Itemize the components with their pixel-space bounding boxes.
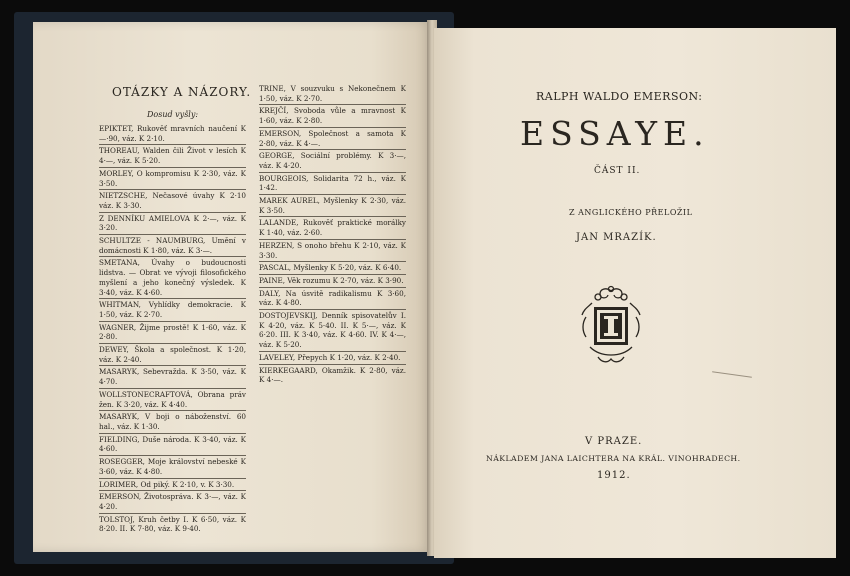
list-item: LAVELEY, Přepych K 1·20, váz. K 2·40. — [259, 353, 406, 365]
list-item: EPIKTET, Rukověť mravních naučení K —·90, váz. K 2·10. — [99, 124, 246, 145]
book-author: RALPH WALDO EMERSON: — [536, 90, 703, 103]
publication-city: V PRAZE. — [585, 436, 643, 447]
list-item: Z DENNÍKU AMIELOVA K 2·—, váz. K 3·20. — [99, 214, 246, 235]
list-item: GEORGE, Sociální problémy. K 3·—, váz. K 4·20. — [259, 151, 406, 172]
list-item: PAINE, Věk rozumu K 2·70, váz. K 3·90. — [259, 276, 406, 288]
translated-by-label: Z ANGLICKÉHO PŘELOŽIL — [569, 208, 693, 217]
list-item: TRINE, V souzvuku s Nekonečnem K 1·50, váz. K 2·70. — [259, 84, 406, 105]
list-item: DOSTOJEVSKIJ, Denník spisovatelův I. K 4·20, váz. K 5·40. II. K 5·—, váz. K 6·20. III. K 3·40, váz. K 4·60. IV. K 4·—, váz. K 5·20. — [259, 311, 406, 352]
list-item: SCHULTZE - NAUMBURG, Umění v domácnosti K 1·80, váz. K 3·—. — [99, 236, 246, 257]
list-item: FIELDING, Duše národa. K 3·40, váz. K 4·60. — [99, 435, 246, 456]
list-item: LORIMER, Od piký. K 2·10, v. K 3·30. — [99, 480, 246, 492]
list-item: WAGNER, Žijme prostě! K 1·60, váz. K 2·80. — [99, 323, 246, 344]
list-item: ROSEGGER, Moje království nebeské K 3·60, váz. K 4·80. — [99, 457, 246, 478]
list-item: EMERSON, Společnost a samota K 2·80, váz. K 4·—. — [259, 129, 406, 150]
list-item: DEWEY, Škola a společnost. K 1·20, váz. K 2·40. — [99, 345, 246, 366]
list-item: MASARYK, V boji o náboženství. 60 hal., váz. K 1·30. — [99, 412, 246, 433]
publisher-emblem-icon — [578, 285, 644, 367]
list-item: PASCAL, Myšlenky K 5·20, váz. K 6·40. — [259, 263, 406, 275]
translator-name: JAN MRAZÍK. — [576, 232, 657, 243]
list-item: THOREAU, Walden čili Život v lesích K 4·—, váz. K 5·20. — [99, 146, 246, 167]
list-item: MORLEY, O kompromisu K 2·30, váz. K 3·50. — [99, 169, 246, 190]
list-item: HERZEN, S onoho břehu K 2·10, váz. K 3·30. — [259, 241, 406, 262]
list-item: DALY, Na úsvitě radikalismu K 3·60, váz. K 4·80. — [259, 289, 406, 310]
publisher-line: NÁKLADEM JANA LAICHTERA NA KRÁL. VINOHRADECH. — [486, 454, 741, 463]
series-subtitle: Dosud vyšly: — [147, 110, 199, 119]
series-title: OTÁZKY A NÁZORY. — [112, 85, 252, 99]
publication-year: 1912. — [597, 470, 631, 481]
list-item: SMETANA, Úvahy o budoucnosti lidstva. — Obrat ve vývoji filosofického myšlení a jeho konečný výsledek. K 3·40, váz. K 4·60. — [99, 258, 246, 299]
list-item: BOURGEOIS, Solidarita 72 h., váz. K 1·42. — [259, 174, 406, 195]
book-title: ESSAYE. — [520, 114, 710, 153]
list-item: WHITMAN, Vyhlídky demokracie. K 1·50, váz. K 2·70. — [99, 300, 246, 321]
list-item: KIERKEGAARD, Okamžik. K 2·80, váz. K 4·—. — [259, 365, 406, 385]
list-item: KREJČÍ, Svoboda vůle a mravnost K 1·60, váz. K 2·80. — [259, 106, 406, 127]
list-item: LALANDE, Rukověť praktické morálky K 1·40, váz. 2·60. — [259, 218, 406, 239]
list-item: TOLSTOJ, Kruh četby I. K 6·50, váz. K 8·20. II. K 7·80, váz. K 9·40. — [99, 514, 246, 534]
publication-list-right — [259, 84, 406, 387]
list-item: MAREK AUREL, Myšlenky K 2·30, váz. K 3·50. — [259, 196, 406, 217]
publication-list-left — [99, 124, 246, 536]
list-item: NIETZSCHE, Nečasové úvahy K 2·10 váz. K 3·30. — [99, 191, 246, 212]
list-item: WOLLSTONECRAFTOVÁ, Obrana práv žen. K 3·20, váz. K 4·40. — [99, 390, 246, 411]
list-item: MASARYK, Sebevražda. K 3·50, váz. K 4·70. — [99, 367, 246, 388]
list-item: EMERSON, Životospráva. K 3·—, váz. K 4·20. — [99, 492, 246, 513]
book-part: ČÁST II. — [594, 166, 641, 176]
